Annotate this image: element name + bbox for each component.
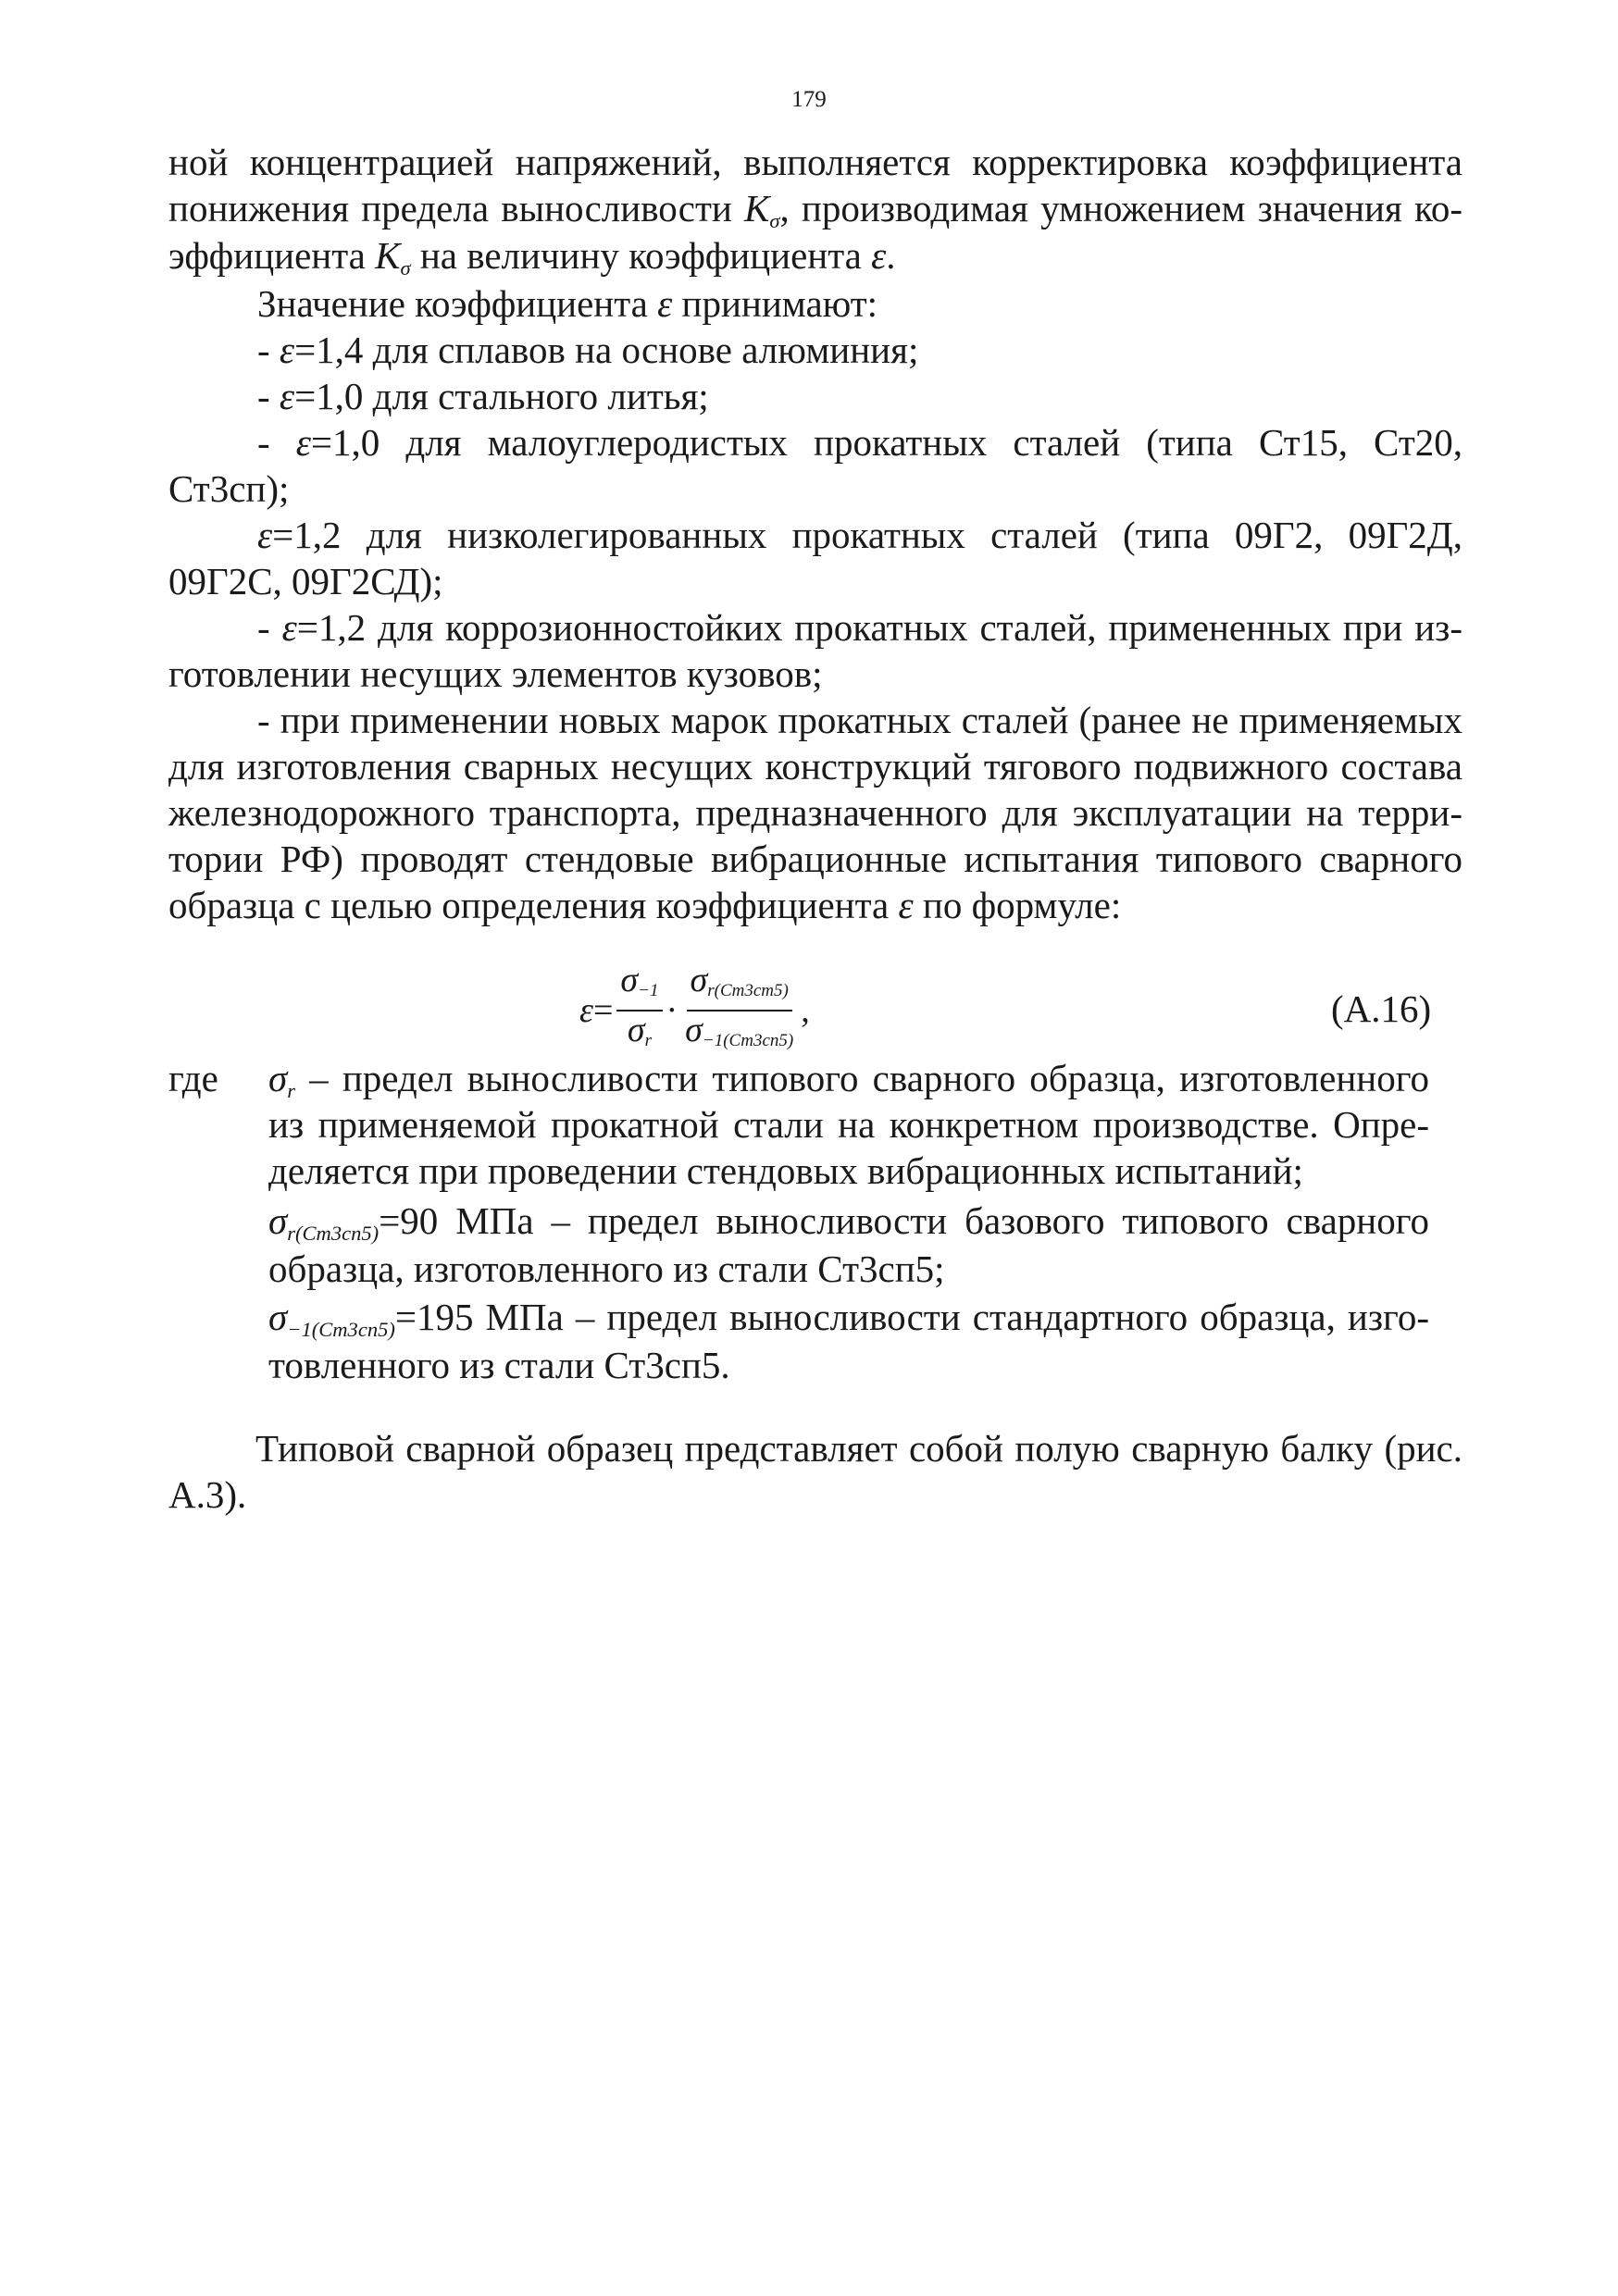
list-item: ε=1,2 для низколегированных прокатных сталей (типа 09Г2, 09Г2Д, xyxy=(257,514,1462,556)
list-item: - ε=1,0 для малоуглеродистых прокатных сталей (типа Ст15, Ст20, xyxy=(257,421,1462,464)
formula-comma: , xyxy=(801,991,810,1030)
definition-line: образца, изготовленного из стали Ст3сп5; xyxy=(268,1247,945,1290)
list-item-continuation: 09Г2С, 09Г2СД); xyxy=(168,560,443,602)
list-item: - при применении новых марок прокатных сталей (ранее не применяемых xyxy=(257,699,1462,741)
formula-dot: · xyxy=(666,991,678,1030)
definition-line: товленного из стали Ст3сп5. xyxy=(268,1344,730,1386)
k-sigma-symbol: K xyxy=(744,187,770,230)
list-item-continuation: готовлении несущих элементов кузовов; xyxy=(168,652,823,695)
list-item: - ε=1,0 для стального литья; xyxy=(257,375,709,417)
list-item-continuation: образца с целью определения коэффициента ε по формуле: xyxy=(168,884,1122,926)
epsilon-symbol: ε xyxy=(871,234,887,277)
definition-line: $\sigma_r$ – предел выносливости типового сварного образца, изготовленного xyxy=(268,1057,1429,1102)
formula-lhs: ε xyxy=(579,991,593,1030)
list-item-continuation: Ст3сп); xyxy=(168,467,290,510)
final-paragraph-line: А.3). xyxy=(168,1473,247,1516)
formula-a16 xyxy=(579,961,810,1057)
definition-line: из применяемой прокатной стали на конкретном производстве. Опре- xyxy=(268,1103,1429,1146)
fraction-sigma-ratio: $\frac{\sigma-1}{\sigma r}$ xyxy=(616,962,662,1060)
final-paragraph-line: Типовой сварной образец представляет собой полую сварную балку (рис. xyxy=(255,1427,1462,1470)
definition-line: $\sigma_{r(Cm3cn5)}=90$ МПа – предел выносливости базового типового сварного xyxy=(268,1199,1429,1245)
list-item-continuation: тории РФ) проводят стендовые вибрационные испытания типового сварного xyxy=(168,838,1462,880)
where-label: где xyxy=(168,1057,218,1099)
list-item-continuation: для изготовления сварных несущих конструкций тягового подвижного состава xyxy=(168,745,1462,788)
list-item: - ε=1,2 для коррозионностойких прокатных сталей, примененных при из- xyxy=(257,606,1462,649)
page-number: 179 xyxy=(791,87,827,112)
formula-equals: = xyxy=(592,991,614,1030)
k-sigma-symbol: K xyxy=(375,234,401,277)
equation-number: (A.16) xyxy=(1331,987,1432,1030)
definition-line: деляется при проведении стендовых вибрационных испытаний; xyxy=(268,1149,1303,1192)
intro-line: Значение коэффициента ε принимают: xyxy=(257,282,878,325)
paragraph-line: эффициента $K_\sigma$ на величину коэффициента ε. xyxy=(168,234,896,279)
fraction-base-ratio: $\frac{\sigma r(Cm3cm5)}{\sigma-1(Cm3cn5)}$ xyxy=(685,961,794,1050)
definition-line: $\sigma_{-1(Cm3cn5)}=195$ МПа – предел выносливости стандартного образца, изго- xyxy=(268,1296,1429,1341)
list-item-continuation: железнодорожного транспорта, предназначенного для эксплуатации на терри- xyxy=(168,791,1462,834)
paragraph-line: ной концентрацией напряжений, выполняется корректировка коэффициента xyxy=(168,141,1462,183)
paragraph-line: понижения предела выносливости $K_\sigma$, производимая умножением значения ко- xyxy=(168,187,1462,232)
list-item: - ε=1,4 для сплавов на основе алюминия; xyxy=(257,329,919,371)
